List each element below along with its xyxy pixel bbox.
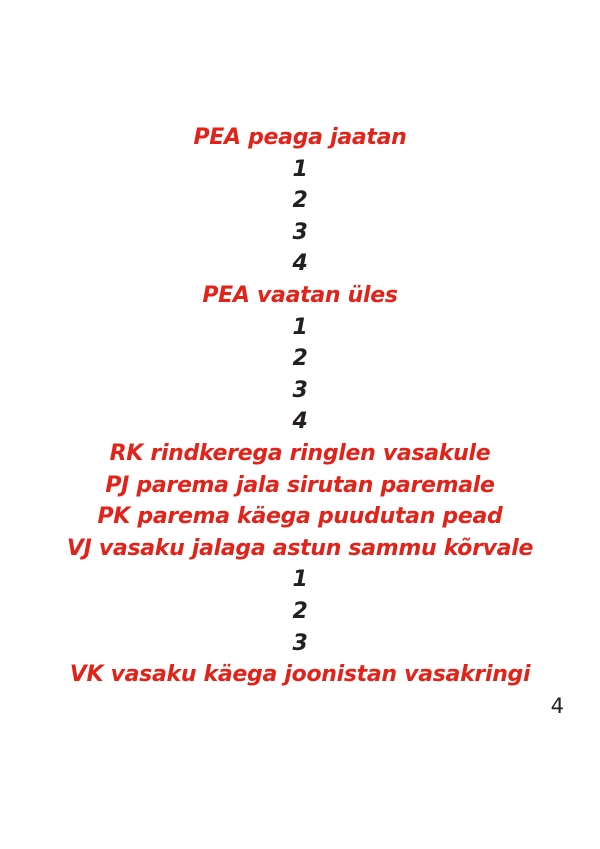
instruction-line: RK rindkerega ringlen vasakule xyxy=(109,440,491,466)
instruction-list xyxy=(0,122,600,691)
count-line: 1 xyxy=(292,156,308,182)
count-line: 3 xyxy=(292,219,308,245)
count-line: 4 xyxy=(292,409,308,435)
count-line: 2 xyxy=(292,188,308,214)
instruction-line: VJ vasaku jalaga astun sammu kõrvale xyxy=(66,535,534,561)
instruction-line: PK parema käega puudutan pead xyxy=(97,504,503,530)
count-line: 1 xyxy=(292,567,308,593)
instruction-line: PJ parema jala sirutan paremale xyxy=(105,472,495,498)
instruction-line: PEA vaatan üles xyxy=(202,282,398,308)
instruction-line: VK vasaku käega joonistan vasakringi xyxy=(69,662,531,688)
count-line: 4 xyxy=(292,251,308,277)
page-number: 4 xyxy=(550,694,564,718)
count-line: 1 xyxy=(292,314,308,340)
instruction-line: PEA peaga jaatan xyxy=(193,125,407,150)
count-line: 3 xyxy=(292,377,308,403)
count-line: 2 xyxy=(292,346,308,372)
count-line: 2 xyxy=(292,598,308,624)
count-line: 3 xyxy=(292,630,308,656)
